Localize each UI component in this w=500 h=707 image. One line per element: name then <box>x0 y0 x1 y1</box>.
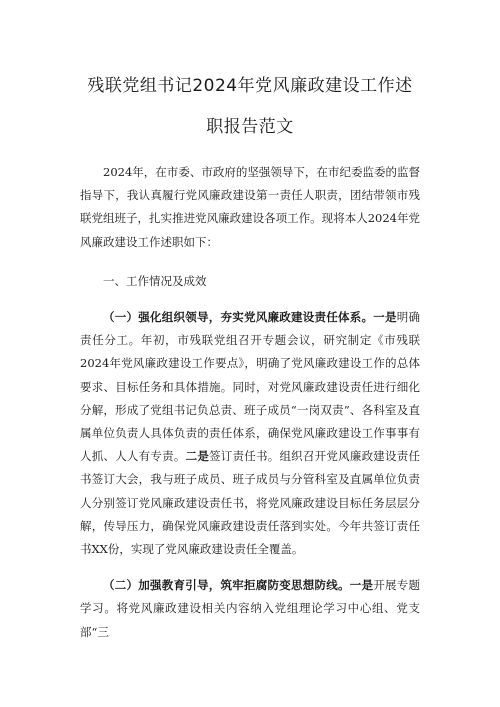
section-1-text-2: 签订责任书。组织召开党风廉政建设责任书签订大会，我与班子成员、班子成员与分管科室及直属单位负责人分别签订党风廉政建设责任书，将党风廉政建设目标任务层层分解，传导压力，确保党风廉政建设责任落到实处。今年共签订责任书XX份，实现了党风廉政建设责任全覆盖。 <box>80 449 421 557</box>
intro-paragraph: 2024年，在市委、市政府的坚强领导下，在市纪委监委的监督指导下，我认真履行党风廉政建设第一责任人职责，团结带领市残联党组班子，扎实推进党风廉政建设各项工作。现将本人2024年党风廉政建设工作述职如下： <box>80 165 420 249</box>
section-1-lead-1: 一是 <box>373 310 397 325</box>
section-1-lead-2: 二是 <box>185 449 210 464</box>
document-body <box>80 161 420 644</box>
section-2-lead-1: 一是 <box>349 578 374 593</box>
section-1-text-1: 明确责任分工。年初，市残联党组召开专题会议，研究制定《市残联2024年党风廉政建设工作要点》，明确了党风廉政建设工作的总体要求、目标任务和具体措施。同时，对党风廉政建设责任进行细化分解，形成了党组书记负总责、班子成员“一岗双责”、各科室及直属单位负责人具体负责的责任体系，确保党风廉政建设工作事事有人抓、人人有专责。 <box>80 310 420 464</box>
section-2-paragraph <box>80 574 420 644</box>
section-1-paragraph <box>80 306 420 561</box>
document-title-line-2: 职报告范文 <box>206 117 294 137</box>
document-title-line-1: 残联党组书记2024年党风廉政建设工作述 <box>87 76 413 96</box>
section-heading-work-results: 一、工作情况及成效 <box>103 273 207 288</box>
section-1-heading: （一）强化组织领导，夯实党风廉政建设责任体系。 <box>103 310 374 325</box>
section-2-heading: （二）加强教育引导，筑牢拒腐防变思想防线。 <box>103 578 350 593</box>
section-2-text-1: 开展专题学习。将党风廉政建设相关内容纳入党组理论学习中心组、党支部“三 <box>80 578 420 639</box>
